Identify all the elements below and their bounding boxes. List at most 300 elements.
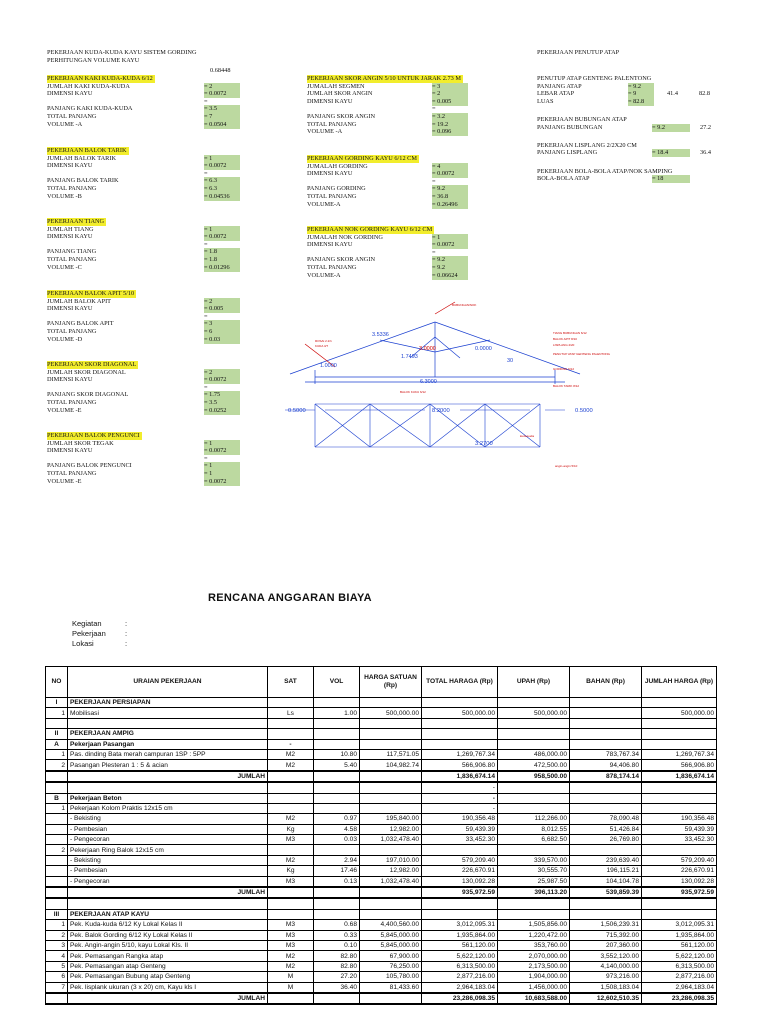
left-row-value: = 0.0072 [204, 376, 240, 384]
rab-cell-up: 1,220,472.00 [498, 930, 570, 940]
rab-cell-sat: Kg [268, 866, 314, 876]
rab-cell-up [498, 793, 570, 803]
rab-cell-jh: 33,452.30 [642, 835, 717, 845]
rab-cell-jh: 59,439.39 [642, 824, 717, 834]
rab-cell-hs [360, 793, 422, 803]
rab-cell-sat: M [268, 982, 314, 993]
rab-cell-vol: 4.58 [314, 824, 360, 834]
left-row-value: = 6.3 [204, 185, 240, 193]
roof-row-value: = 9.2 [652, 124, 690, 132]
left-row-label: TOTAL PANJANG [47, 328, 97, 335]
rab-row [46, 876, 717, 887]
left-row-value: = [204, 169, 208, 177]
middle-row-value: = 9.2 [432, 264, 468, 272]
rab-cell-ba: 104,104.78 [570, 876, 642, 887]
rab-row [46, 771, 717, 782]
roof-row-extra: 27.2 [700, 123, 712, 131]
middle-row-value: = 36.8 [432, 193, 468, 201]
rab-cell-jh: 6,313,500.00 [642, 961, 717, 971]
rab-column-header: VOL [314, 667, 360, 698]
left-row-label: PANJANG BALOK APIT [47, 320, 114, 328]
middle-row-value: = 4 [432, 163, 468, 171]
rab-cell-up: 500,000.00 [498, 708, 570, 718]
left-row-label: VOLUME -D [47, 335, 83, 343]
meta-key: Lokasi [72, 639, 94, 648]
roof-row-label: PANJANG BUBUNGAN [537, 123, 603, 131]
rab-cell-up [498, 698, 570, 708]
rab-column-header: HARGA SATUAN (Rp) [360, 667, 422, 698]
meta-key: Pekerjaan [72, 629, 106, 638]
rab-cell-desc: Pasangan Plesteran 1 : 5 & acian [68, 760, 268, 771]
middle-row-value: = 9.2 [432, 185, 468, 193]
rab-cell-desc: Pek. lisplank ukuran (3 x 20) cm, Kayu kls I [68, 982, 268, 993]
rab-cell-th: 1,836,674.14 [422, 771, 498, 782]
rab-cell-desc: Pek. Kuda-kuda 6/12 Ky Lokal Kelas II [68, 920, 268, 930]
rab-cell-jh [642, 729, 717, 739]
rab-cell-sat: M3 [268, 835, 314, 845]
rab-cell-th [422, 898, 498, 909]
rab-cell-vol: 0.10 [314, 940, 360, 950]
rab-cell-vol [314, 803, 360, 813]
middle-row-value: = 3.2 [432, 113, 468, 121]
rab-cell-no [46, 898, 68, 909]
left-row-value: = 0.03 [204, 336, 240, 344]
rab-row [46, 982, 717, 993]
rab-cell-no [46, 855, 68, 865]
left-block-title: PEKERJAAN BALOK PENGUNCI [47, 432, 140, 439]
rab-cell-vol: 0.03 [314, 835, 360, 845]
rab-cell-vol [314, 771, 360, 782]
rab-cell-sat: M3 [268, 940, 314, 950]
rab-cell-no [46, 771, 68, 782]
left-row-label: DIMENSI KAYU [47, 233, 93, 241]
rab-cell-vol [314, 718, 360, 728]
rab-column-header: BAHAN (Rp) [570, 667, 642, 698]
roof-row-extra: 36.4 [700, 149, 712, 157]
rab-row [46, 951, 717, 961]
truss-drawing [285, 292, 630, 472]
rab-cell-th: 935,972.59 [422, 887, 498, 898]
rab-cell-th: 226,670.91 [422, 866, 498, 876]
rab-cell-no: 2 [46, 845, 68, 855]
roof-section-title: PEKERJAAN PENUTUP ATAP [537, 49, 620, 56]
rab-row [46, 887, 717, 898]
sheet-subtitle: PERHITUNGAN VOLUME KAYU [47, 57, 140, 64]
rab-cell-desc: PEKERJAAN ATAP KAYU [68, 909, 268, 919]
rab-cell-hs [360, 718, 422, 728]
rab-cell-up: 396,113.20 [498, 887, 570, 898]
rab-cell-ba: 539,859.39 [570, 887, 642, 898]
rab-cell-desc: Pekerjaan Beton [68, 793, 268, 803]
rab-row [46, 814, 717, 824]
left-row-label: DIMENSI KAYU [47, 162, 93, 170]
label-fascia: LISPLANG 2/20 [553, 343, 575, 347]
rab-cell-no: 7 [46, 982, 68, 993]
rab-row [46, 961, 717, 971]
rab-cell-jh [642, 909, 717, 919]
rab-cell-ba: 207,360.00 [570, 940, 642, 950]
left-row-value: = 1.8 [204, 248, 240, 256]
rab-cell-th [422, 909, 498, 919]
rab-cell-up: 472,500.00 [498, 760, 570, 771]
rab-cell-jh: 2,964,183.04 [642, 982, 717, 993]
rab-cell-vol: 82.80 [314, 961, 360, 971]
label-rafter: BALOK KUKU 6/12 [400, 390, 426, 394]
left-row-value: = 0.0504 [204, 121, 240, 129]
rab-cell-up [498, 898, 570, 909]
left-row-label: VOLUME -E [47, 406, 82, 414]
rab-cell-hs: 5,845,000.00 [360, 940, 422, 950]
rab-cell-sat: Ls [268, 708, 314, 718]
rab-cell-up: 8,012.55 [498, 824, 570, 834]
rab-cell-desc: Pekerjaan Kolom Praktis 12x15 cm [68, 803, 268, 813]
rab-row [46, 972, 717, 982]
middle-row-value: = [432, 177, 436, 185]
rab-cell-hs [360, 898, 422, 909]
rab-cell-up: 1,505,856.00 [498, 920, 570, 930]
rab-cell-up: 10,683,588.00 [498, 993, 570, 1004]
left-row-value: = 6 [204, 328, 240, 336]
left-row-value: = 3.5 [204, 105, 240, 113]
rab-cell-ba: 94,406.80 [570, 760, 642, 771]
rab-cell-jh: 561,120.00 [642, 940, 717, 950]
middle-row-label: DIMENSI KAYU [307, 170, 353, 178]
rab-cell-desc [68, 898, 268, 909]
rab-cell-no [46, 835, 68, 845]
left-row-value: = [204, 454, 208, 462]
rab-cell-jh: 190,356.48 [642, 814, 717, 824]
rab-cell-hs [360, 729, 422, 739]
rab-cell-ba [570, 718, 642, 728]
rab-row [46, 793, 717, 803]
middle-row-value: = 19.2 [432, 121, 468, 129]
left-row-value: = 3.5 [204, 399, 240, 407]
label-roof-cover: PENUTUP ATAP GENTENG PALENTONG [553, 352, 611, 356]
roof-row-label: BOLA-BOLA ATAP [537, 175, 590, 183]
rab-cell-up: 30,555.70 [498, 866, 570, 876]
middle-row-label: TOTAL PANJANG [307, 120, 357, 128]
middle-row-value: = 3 [432, 83, 468, 91]
rab-cell-vol: 5.40 [314, 760, 360, 771]
rab-column-header: UPAH (Rp) [498, 667, 570, 698]
middle-row-value: = 2 [432, 90, 468, 98]
rab-cell-ba: 196,115.21 [570, 866, 642, 876]
rab-cell-vol [314, 845, 360, 855]
left-row-value: = 0.01296 [204, 264, 240, 272]
rab-cell-vol: 36.40 [314, 982, 360, 993]
rab-cell-sat: - [268, 739, 314, 749]
middle-row-label: PANJANG GORDING [307, 185, 366, 193]
rab-cell-th: 1,935,864.00 [422, 930, 498, 940]
rab-cell-sat: Kg [268, 824, 314, 834]
rab-cell-desc: - Pengecoran [68, 876, 268, 887]
meta-colon: : [125, 619, 128, 628]
rab-cell-ba [570, 898, 642, 909]
rab-cell-desc: Pek. Pemasangan atap Genteng [68, 961, 268, 971]
left-row-label: VOLUME -A [47, 120, 83, 128]
rab-cell-hs: 500,000.00 [360, 708, 422, 718]
left-row-label: PANJANG KAKI KUDA-KUDA [47, 105, 133, 113]
rab-cell-hs: 195,840.00 [360, 814, 422, 824]
rab-cell-up: 486,000.00 [498, 749, 570, 759]
rab-cell-desc: Pekerjaan Ring Balok 12x15 cm [68, 845, 268, 855]
left-row-label: JUMLAH BALOK APIT [47, 297, 112, 305]
dim-plan-span: 8.2000 [432, 408, 450, 414]
rab-cell-desc: Pas. dinding Bata merah campuran 1SP : 5PP [68, 749, 268, 759]
rab-cell-no: 5 [46, 961, 68, 971]
rab-header-row [46, 667, 717, 698]
rab-cell-vol [314, 729, 360, 739]
rab-cell-no [46, 876, 68, 887]
rab-row [46, 739, 717, 749]
rab-cell-sat: M3 [268, 876, 314, 887]
rab-cell-sat: M3 [268, 920, 314, 930]
middle-row-value: = 0.26496 [432, 201, 468, 209]
roof-row-value: = 82.8 [628, 98, 654, 106]
rab-column-header: JUMLAH HARGA (Rp) [642, 667, 717, 698]
rab-cell-vol [314, 793, 360, 803]
label-clamp-beam: BALOK APIT 8/10 [553, 337, 577, 341]
rab-cell-desc: JUMLAH [68, 771, 268, 782]
rab-cell-up: 25,987.50 [498, 876, 570, 887]
rab-cell-sat [268, 887, 314, 898]
rab-cell-vol: 1.00 [314, 708, 360, 718]
rab-cell-no: 1 [46, 708, 68, 718]
rab-cell-jh [642, 782, 717, 793]
left-row-value: = 1 [204, 226, 240, 234]
rab-cell-hs: 117,571.05 [360, 749, 422, 759]
middle-row-label: TOTAL PANJANG [307, 193, 357, 200]
rab-cell-desc: PEKERJAAN PERSIAPAN [68, 698, 268, 708]
rab-cell-th: 2,877,216.00 [422, 972, 498, 982]
rab-cell-up: 958,500.00 [498, 771, 570, 782]
rab-cell-desc: - Pembesian [68, 866, 268, 876]
rab-cell-sat: M3 [268, 930, 314, 940]
rab-cell-th [422, 698, 498, 708]
rab-cell-hs: 12,982.00 [360, 824, 422, 834]
rab-cell-ba: 1,506,239.31 [570, 920, 642, 930]
rab-row [46, 729, 717, 739]
rab-cell-th: 5,622,120.00 [422, 951, 498, 961]
label-tie-beam: BALOK TARIK 8/12 [553, 384, 580, 388]
rab-cell-jh: 1,836,674.14 [642, 771, 717, 782]
rab-cell-jh [642, 803, 717, 813]
dim-span: 6.3000 [420, 379, 437, 385]
roof-row-label: PANJANG LISPLANG [537, 149, 598, 157]
rab-cell-vol: 10.80 [314, 749, 360, 759]
rab-cell-no [46, 993, 68, 1004]
left-row-value: = 2 [204, 298, 240, 306]
rab-column-header: NO [46, 667, 68, 698]
rab-row [46, 845, 717, 855]
rab-cell-desc [68, 718, 268, 728]
rab-cell-ba [570, 708, 642, 718]
rab-cell-hs [360, 909, 422, 919]
middle-row-label: JUMALAH NOK GORDING [307, 233, 383, 241]
left-row-value: = 6.3 [204, 177, 240, 185]
rab-cell-jh [642, 698, 717, 708]
rab-cell-hs [360, 887, 422, 898]
rab-cell-no: 2 [46, 930, 68, 940]
rab-cell-ba [570, 909, 642, 919]
roof-row-label: PEKERJAAN BOLA-BOLA ATAP/NOK SAMPING [537, 167, 673, 175]
rab-cell-no [46, 824, 68, 834]
rab-cell-th: - [422, 803, 498, 813]
rab-cell-jh [642, 845, 717, 855]
rab-row [46, 898, 717, 909]
rab-cell-sat [268, 803, 314, 813]
rab-cell-vol [314, 739, 360, 749]
rab-cell-jh [642, 898, 717, 909]
left-row-label: JUMLAH KAKI KUDA-KUDA [47, 82, 130, 90]
rab-cell-th: 561,120.00 [422, 940, 498, 950]
rab-cell-desc: PEKERJAAN AMPIG [68, 729, 268, 739]
middle-row-value: = 0.0072 [432, 170, 468, 178]
left-row-value: = 1.8 [204, 256, 240, 264]
rab-cell-th: 23,286,098.35 [422, 993, 498, 1004]
left-row-label: VOLUME -C [47, 263, 82, 271]
rab-cell-jh [642, 793, 717, 803]
rab-cell-ba: 12,602,510.35 [570, 993, 642, 1004]
rab-cell-no: 4 [46, 951, 68, 961]
middle-row-label: JUMALAH GORDING [307, 162, 368, 170]
rab-cell-jh [642, 739, 717, 749]
rab-cell-sat [268, 782, 314, 793]
rab-cell-desc: JUMLAH [68, 993, 268, 1004]
rab-cell-jh: 23,286,098.35 [642, 993, 717, 1004]
rab-cell-jh: 500,000.00 [642, 708, 717, 718]
rab-cell-no: A [46, 739, 68, 749]
left-row-label: PANJANG SKOR DIAGONAL [47, 391, 129, 399]
rab-cell-sat: M2 [268, 961, 314, 971]
rab-cell-desc: JUMLAH [68, 887, 268, 898]
middle-block-title: PEKERJAAN GORDING KAYU 6/12 CM [307, 155, 417, 162]
left-block-title: PEKERJAAN BALOK APIT 5/10 [47, 290, 135, 297]
rab-cell-vol: 0.97 [314, 814, 360, 824]
left-row-label: DIMENSI KAYU [47, 447, 93, 455]
rab-cell-ba: 26,769.80 [570, 835, 642, 845]
rab-cell-ba [570, 698, 642, 708]
middle-row-label: JUMLAH SKOR ANGIN [307, 90, 373, 98]
rab-cell-jh: 2,877,216.00 [642, 972, 717, 982]
rab-cell-sat [268, 845, 314, 855]
left-row-value: = 1 [204, 440, 240, 448]
rab-cell-vol: 17.46 [314, 866, 360, 876]
rab-cell-no: 2 [46, 760, 68, 771]
left-row-value: = [204, 312, 208, 320]
left-row-label: PANJANG TIANG [47, 248, 97, 256]
rab-cell-th: 190,356.48 [422, 814, 498, 824]
rab-cell-vol [314, 909, 360, 919]
middle-row-value: = 0.096 [432, 128, 468, 136]
rab-cell-hs: 197,010.00 [360, 855, 422, 865]
sheet-title: PEKERJAAN KUDA-KUDA KAYU SISTEM GORDING [47, 49, 197, 56]
left-row-value: = 0.0072 [204, 90, 240, 98]
left-row-label: PANJANG BALOK TARIK [47, 177, 119, 185]
dim-overhang: 1.0000 [320, 363, 337, 369]
roof-row-value: = 9 [628, 90, 654, 98]
rab-cell-jh: 130,092.28 [642, 876, 717, 887]
left-row-label: PANJANG BALOK PENGUNCI [47, 462, 132, 470]
rab-cell-vol: 0.33 [314, 930, 360, 940]
left-block-title: PEKERJAAN TIANG [47, 218, 105, 225]
middle-row-value: = 9.2 [432, 256, 468, 264]
rab-cell-hs: 105,780.00 [360, 972, 422, 982]
label-kuda-kuda: kuda-kuda [520, 434, 535, 438]
truss-elevation [290, 302, 580, 384]
rab-cell-jh: 3,012,095.31 [642, 920, 717, 930]
rab-cell-ba: 3,552,120.00 [570, 951, 642, 961]
rab-cell-sat [268, 898, 314, 909]
rab-cell-vol: 82.80 [314, 951, 360, 961]
rab-cell-ba [570, 793, 642, 803]
rab-cell-vol [314, 887, 360, 898]
roof-row-extra: 41.4 [667, 90, 679, 98]
meta-colon: : [125, 639, 128, 648]
roof-row-label: PEKERJAAN LISPLANG 2/2X20 CM [537, 141, 637, 149]
rab-table [45, 666, 717, 1005]
rab-cell-hs: 81,433.60 [360, 982, 422, 993]
rab-cell-th: - [422, 782, 498, 793]
dim-strut: 1.7493 [401, 354, 418, 360]
rab-cell-up [498, 782, 570, 793]
rab-cell-th [422, 729, 498, 739]
rab-cell-jh: 1,935,864.00 [642, 930, 717, 940]
rab-cell-jh: 566,906.80 [642, 760, 717, 771]
rab-cell-sat: M [268, 972, 314, 982]
rab-row [46, 782, 717, 793]
dim-plan-diagonal: 3.2700 [475, 441, 493, 447]
rab-cell-desc: Pek. Pemasangan Rangka atap [68, 951, 268, 961]
rab-row [46, 718, 717, 728]
middle-block-title: PEKERJAAN SKOR ANGIN 5/10 UNTUK JARAK 2.73 M [307, 75, 461, 82]
rab-cell-up: 1,456,000.00 [498, 982, 570, 993]
left-block-title: PEKERJAAN BALOK TARIK [47, 147, 127, 154]
left-row-label: JUMLAH TIANG [47, 225, 94, 233]
rab-cell-up: 6,682.50 [498, 835, 570, 845]
rab-cell-hs [360, 993, 422, 1004]
rab-row [46, 803, 717, 813]
left-row-label: TOTAL PANJANG [47, 185, 97, 192]
rab-cell-sat: M2 [268, 855, 314, 865]
rab-cell-up [498, 803, 570, 813]
rab-cell-vol: 0.13 [314, 876, 360, 887]
rab-cell-hs: 5,845,000.00 [360, 930, 422, 940]
rab-cell-hs: 4,400,560.00 [360, 920, 422, 930]
roof-row-label: PEKERJAAN BUBUNGAN ATAP [537, 116, 627, 123]
rab-cell-no [46, 887, 68, 898]
rab-cell-th: 130,092.28 [422, 876, 498, 887]
left-row-value: = 2 [204, 369, 240, 377]
left-row-value: = [204, 97, 208, 105]
rab-cell-up [498, 739, 570, 749]
middle-row-label: PANJANG SKOR ANGIN [307, 256, 375, 264]
rab-cell-th: 579,209.40 [422, 855, 498, 865]
label-rosai: ROSAI 2.2/1 [315, 339, 332, 343]
rab-cell-vol [314, 898, 360, 909]
rab-cell-ba [570, 782, 642, 793]
left-row-label: VOLUME -B [47, 192, 82, 200]
dim-plan-left: 0.5000 [288, 408, 306, 414]
left-row-value: = 0.0072 [204, 233, 240, 241]
left-row-value: = 1.75 [204, 391, 240, 399]
rab-cell-desc: Pek. Balok Gording 6/12 Ky Lokal Kelas II [68, 930, 268, 940]
rab-row [46, 920, 717, 930]
rab-row [46, 824, 717, 834]
rab-cell-up [498, 909, 570, 919]
rab-cell-desc: Pek. Pemasangan Bubung atap Genteng [68, 972, 268, 982]
rab-cell-th [422, 845, 498, 855]
